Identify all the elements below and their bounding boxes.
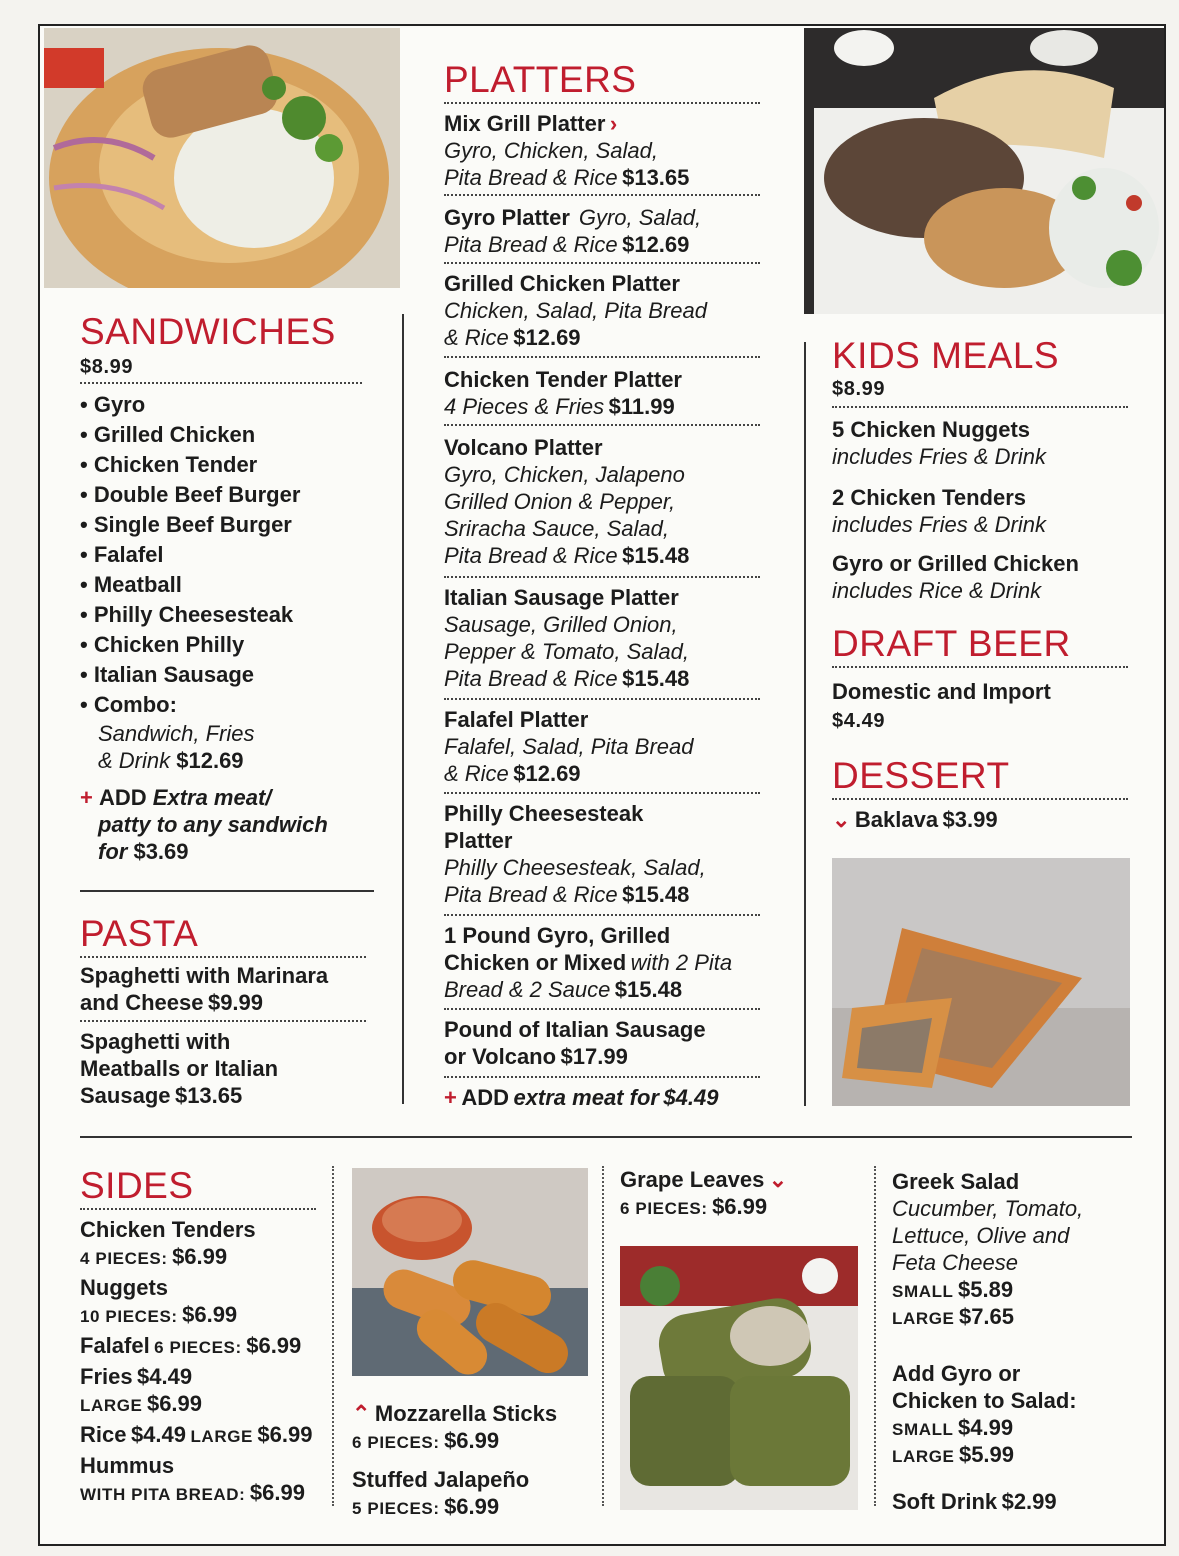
dessert-name: Baklava bbox=[854, 807, 939, 832]
platter-name: Volcano Platter bbox=[444, 435, 603, 460]
list-item: • Single Beef Burger bbox=[80, 510, 400, 540]
addon-desc: patty to any sandwich bbox=[98, 812, 328, 837]
gyro-platter-photo bbox=[804, 28, 1164, 314]
drink-price: $2.99 bbox=[1001, 1489, 1057, 1514]
platter-desc: Gyro, Chicken, Salad, bbox=[444, 138, 658, 163]
sandwich-list bbox=[80, 390, 400, 720]
list-item: • Gyro bbox=[80, 390, 400, 420]
pasta-name: Meatballs or Italian bbox=[80, 1056, 279, 1081]
side-price: $6.99 bbox=[249, 1480, 305, 1505]
platter-price: $12.69 bbox=[513, 761, 581, 786]
side-price: $6.99 bbox=[712, 1194, 768, 1219]
side-name: Grape Leaves bbox=[620, 1167, 765, 1192]
side-qty: 6 PIECES: bbox=[352, 1433, 440, 1452]
addon-price: $5.99 bbox=[958, 1442, 1015, 1467]
divider bbox=[444, 1008, 760, 1010]
addon-desc: for bbox=[98, 839, 128, 864]
addon-label: ADD bbox=[461, 1085, 509, 1110]
platter-desc: Pita Bread & Rice bbox=[444, 165, 618, 190]
platter-italian-sausage bbox=[444, 584, 689, 692]
divider bbox=[444, 102, 760, 104]
list-item: • Falafel bbox=[80, 540, 400, 570]
divider bbox=[832, 406, 1128, 408]
platter-name: Falafel Platter bbox=[444, 707, 589, 732]
pasta-name: and Cheese bbox=[80, 990, 204, 1015]
pasta-price: $9.99 bbox=[207, 990, 264, 1015]
divider bbox=[80, 1020, 366, 1022]
platter-price: $17.99 bbox=[560, 1044, 628, 1069]
side-qty: LARGE bbox=[80, 1396, 143, 1415]
platter-price: $15.48 bbox=[614, 977, 683, 1002]
side-qty: 6 PIECES: bbox=[620, 1199, 708, 1218]
stuffed-jalapeno bbox=[352, 1466, 529, 1520]
pasta-name: Sausage bbox=[80, 1083, 171, 1108]
platter-name: Italian Sausage Platter bbox=[444, 585, 679, 610]
pasta-heading: PASTA bbox=[80, 913, 199, 954]
platter-name: Platter bbox=[444, 828, 513, 853]
kids-item-desc: includes Fries & Drink bbox=[832, 444, 1046, 469]
kids-item bbox=[832, 550, 1079, 604]
sides-heading: SIDES bbox=[80, 1165, 194, 1206]
pasta-item-marinara bbox=[80, 962, 328, 1016]
salad-price: $5.89 bbox=[958, 1277, 1014, 1302]
platter-desc: Gyro, Salad, bbox=[578, 205, 702, 230]
beer-price: $4.49 bbox=[832, 710, 886, 732]
addon-desc: extra meat for bbox=[513, 1085, 659, 1110]
gyro-wrap-photo bbox=[44, 28, 400, 288]
platter-price: $12.69 bbox=[622, 232, 690, 257]
pasta-item-meatballs bbox=[80, 1028, 278, 1109]
platter-name: or Volcano bbox=[444, 1044, 557, 1069]
addon-label: ADD bbox=[98, 785, 147, 810]
size-label: LARGE bbox=[892, 1447, 955, 1466]
platter-desc: Bread & 2 Sauce bbox=[444, 977, 611, 1002]
size-label: LARGE bbox=[892, 1309, 955, 1328]
menu-page bbox=[38, 24, 1166, 1546]
side-qty: 4 PIECES: bbox=[80, 1249, 168, 1268]
salad-desc: Lettuce, Olive and bbox=[892, 1223, 1070, 1248]
divider bbox=[444, 424, 760, 426]
platter-volcano bbox=[444, 434, 689, 569]
sides-list bbox=[80, 1216, 360, 1506]
side-name: Mozzarella Sticks bbox=[374, 1401, 558, 1426]
pasta-name: Spaghetti with bbox=[80, 1029, 231, 1054]
platter-desc: Philly Cheesesteak, Salad, bbox=[444, 855, 706, 880]
dessert-price: $3.99 bbox=[942, 807, 998, 832]
column-divider-right bbox=[804, 342, 806, 1106]
salad-addon bbox=[892, 1360, 1077, 1468]
divider bbox=[832, 666, 1128, 668]
platter-desc: Pita Bread & Rice bbox=[444, 232, 618, 257]
size-label: SMALL bbox=[892, 1282, 954, 1301]
platter-gyro bbox=[444, 204, 701, 258]
platter-name: Grilled Chicken Platter bbox=[444, 271, 680, 296]
salad-desc: Feta Cheese bbox=[892, 1250, 1018, 1275]
side-name: Rice bbox=[80, 1422, 127, 1447]
platter-philly bbox=[444, 800, 706, 908]
platter-desc: Pita Bread & Rice bbox=[444, 543, 618, 568]
list-item: • Chicken Philly bbox=[80, 630, 400, 660]
column-divider bbox=[874, 1166, 876, 1506]
platter-mix-grill bbox=[444, 110, 689, 191]
grape-leaves bbox=[620, 1166, 787, 1220]
platter-price: $13.65 bbox=[622, 165, 690, 190]
column-divider bbox=[332, 1166, 334, 1506]
platter-name: 1 Pound Gyro, Grilled bbox=[444, 923, 671, 948]
side-price: $6.99 bbox=[444, 1494, 500, 1519]
platter-addon bbox=[444, 1084, 718, 1111]
chevron-down-icon: ⌄ bbox=[768, 1167, 788, 1192]
beer-item: Domestic and Import bbox=[832, 679, 1051, 704]
platter-desc: with 2 Pita bbox=[630, 950, 733, 975]
divider bbox=[444, 698, 760, 700]
salad-name: Greek Salad bbox=[892, 1169, 1020, 1194]
side-price: $4.49 bbox=[130, 1422, 186, 1447]
salad-price: $7.65 bbox=[958, 1304, 1015, 1329]
sandwich-addon bbox=[80, 784, 328, 865]
platter-price: $12.69 bbox=[513, 325, 581, 350]
kids-item-name: 2 Chicken Tenders bbox=[832, 485, 1026, 510]
section-divider bbox=[80, 1136, 1132, 1138]
addon-price: $3.69 bbox=[133, 839, 189, 864]
platter-desc: Pita Bread & Rice bbox=[444, 882, 618, 907]
side-name: Hummus bbox=[80, 1453, 175, 1478]
combo-price: $12.69 bbox=[176, 748, 244, 773]
platter-desc: Sausage, Grilled Onion, bbox=[444, 612, 678, 637]
list-item: • Meatball bbox=[80, 570, 400, 600]
platter-name: Pound of Italian Sausage bbox=[444, 1017, 706, 1042]
platter-desc: 4 Pieces & Fries bbox=[444, 394, 605, 419]
divider bbox=[444, 914, 760, 916]
list-item: • Italian Sausage bbox=[80, 660, 400, 690]
platter-pound-sausage bbox=[444, 1016, 706, 1070]
pasta-price: $13.65 bbox=[174, 1083, 243, 1108]
column-divider bbox=[602, 1166, 604, 1506]
plus-icon: + bbox=[80, 785, 93, 810]
platter-desc: Sriracha Sauce, Salad, bbox=[444, 516, 670, 541]
salad-desc: Cucumber, Tomato, bbox=[892, 1196, 1084, 1221]
addon-name: Chicken to Salad: bbox=[892, 1388, 1077, 1413]
dessert-heading: DESSERT bbox=[832, 755, 1010, 796]
divider bbox=[444, 1076, 760, 1078]
platter-desc: Falafel, Salad, Pita Bread bbox=[444, 734, 694, 759]
size-label: SMALL bbox=[892, 1420, 954, 1439]
list-item: • Double Beef Burger bbox=[80, 480, 400, 510]
side-price: $6.99 bbox=[182, 1302, 238, 1327]
side-qty: WITH PITA BREAD: bbox=[80, 1485, 246, 1504]
side-name: Nuggets bbox=[80, 1275, 168, 1300]
side-name: Chicken Tenders bbox=[80, 1217, 256, 1242]
divider bbox=[80, 1208, 316, 1210]
kids-item-name: Gyro or Grilled Chicken bbox=[832, 551, 1079, 576]
mozzarella-sticks bbox=[352, 1400, 557, 1454]
dessert-item bbox=[832, 806, 998, 833]
divider bbox=[832, 798, 1128, 800]
soft-drink bbox=[892, 1488, 1057, 1515]
platter-chicken-tender bbox=[444, 366, 682, 420]
platter-name: Gyro Platter bbox=[444, 205, 570, 230]
grape-leaves-photo bbox=[620, 1246, 858, 1510]
mozzarella-sticks-photo bbox=[352, 1168, 588, 1376]
section-divider bbox=[80, 890, 374, 892]
side-name: Stuffed Jalapeño bbox=[352, 1467, 530, 1492]
platter-price: $15.48 bbox=[622, 882, 690, 907]
platter-name: Chicken Tender Platter bbox=[444, 367, 682, 392]
platter-desc: Chicken, Salad, Pita Bread bbox=[444, 298, 707, 323]
platter-grilled-chicken bbox=[444, 270, 707, 351]
sandwiches-price: $8.99 bbox=[80, 356, 134, 378]
kids-item-desc: includes Fries & Drink bbox=[832, 512, 1046, 537]
drink-name: Soft Drink bbox=[892, 1489, 998, 1514]
kids-item bbox=[832, 484, 1046, 538]
kids-meals-heading: KIDS MEALS bbox=[832, 335, 1060, 376]
kids-item-desc: includes Rice & Drink bbox=[832, 578, 1042, 603]
addon-price: $4.99 bbox=[958, 1415, 1014, 1440]
baklava-photo bbox=[832, 858, 1130, 1106]
chevron-right-icon: › bbox=[609, 111, 618, 136]
platter-desc: Gyro, Chicken, Jalapeno bbox=[444, 462, 685, 487]
greek-salad bbox=[892, 1168, 1083, 1330]
list-item: • Grilled Chicken bbox=[80, 420, 400, 450]
plus-icon: + bbox=[444, 1085, 457, 1110]
addon-price: $4.49 bbox=[663, 1085, 719, 1110]
platter-price: $15.48 bbox=[622, 666, 690, 691]
platter-falafel bbox=[444, 706, 693, 787]
divider bbox=[80, 956, 366, 958]
divider bbox=[80, 382, 362, 384]
divider bbox=[444, 194, 760, 196]
side-price: $6.99 bbox=[146, 1391, 203, 1416]
draft-beer-heading: DRAFT BEER bbox=[832, 623, 1071, 664]
column-divider-left bbox=[402, 314, 404, 1104]
platter-name: Philly Cheesesteak bbox=[444, 801, 644, 826]
divider bbox=[444, 262, 760, 264]
kids-item bbox=[832, 416, 1046, 470]
platter-name: Mix Grill Platter bbox=[444, 111, 606, 136]
combo-desc-line: Sandwich, Fries bbox=[98, 721, 255, 746]
platter-desc: Grilled Onion & Pepper, bbox=[444, 489, 676, 514]
addon-desc: Extra meat/ bbox=[152, 785, 272, 810]
side-price: $6.99 bbox=[246, 1333, 302, 1358]
side-price: $6.99 bbox=[257, 1422, 313, 1447]
platter-name: Chicken or Mixed bbox=[444, 950, 627, 975]
chevron-down-icon: ⌄ bbox=[832, 807, 851, 832]
addon-name: Add Gyro or bbox=[892, 1361, 1021, 1386]
side-price: $4.49 bbox=[137, 1364, 193, 1389]
pasta-name: Spaghetti with Marinara bbox=[80, 963, 329, 988]
divider bbox=[444, 356, 760, 358]
platter-price: $15.48 bbox=[622, 543, 690, 568]
platter-desc: & Rice bbox=[444, 325, 509, 350]
platter-desc: Pepper & Tomato, Salad, bbox=[444, 639, 690, 664]
side-price: $6.99 bbox=[172, 1244, 228, 1269]
platter-desc: Pita Bread & Rice bbox=[444, 666, 618, 691]
combo-desc-line: & Drink bbox=[98, 748, 171, 773]
list-item: • Philly Cheesesteak bbox=[80, 600, 400, 630]
platter-price: $11.99 bbox=[608, 394, 675, 419]
side-qty: 5 PIECES: bbox=[352, 1499, 440, 1518]
platters-heading: PLATTERS bbox=[444, 59, 637, 100]
chevron-up-icon: ⌃ bbox=[352, 1401, 371, 1426]
side-qty: 6 PIECES: bbox=[154, 1338, 242, 1357]
side-name: Falafel bbox=[80, 1333, 150, 1358]
side-qty: 10 PIECES: bbox=[80, 1307, 178, 1326]
list-item: • Chicken Tender bbox=[80, 450, 400, 480]
kids-meals-price: $8.99 bbox=[832, 378, 886, 400]
platter-desc: & Rice bbox=[444, 761, 509, 786]
divider bbox=[444, 576, 760, 578]
kids-item-name: 5 Chicken Nuggets bbox=[832, 417, 1031, 442]
side-price: $6.99 bbox=[444, 1428, 500, 1453]
side-qty: LARGE bbox=[190, 1427, 253, 1446]
divider bbox=[444, 792, 760, 794]
combo-label: • Combo: bbox=[80, 690, 400, 720]
sandwiches-heading: SANDWICHES bbox=[80, 311, 336, 352]
combo-description bbox=[98, 720, 255, 774]
platter-one-pound bbox=[444, 922, 732, 1003]
side-name: Fries bbox=[80, 1364, 133, 1389]
